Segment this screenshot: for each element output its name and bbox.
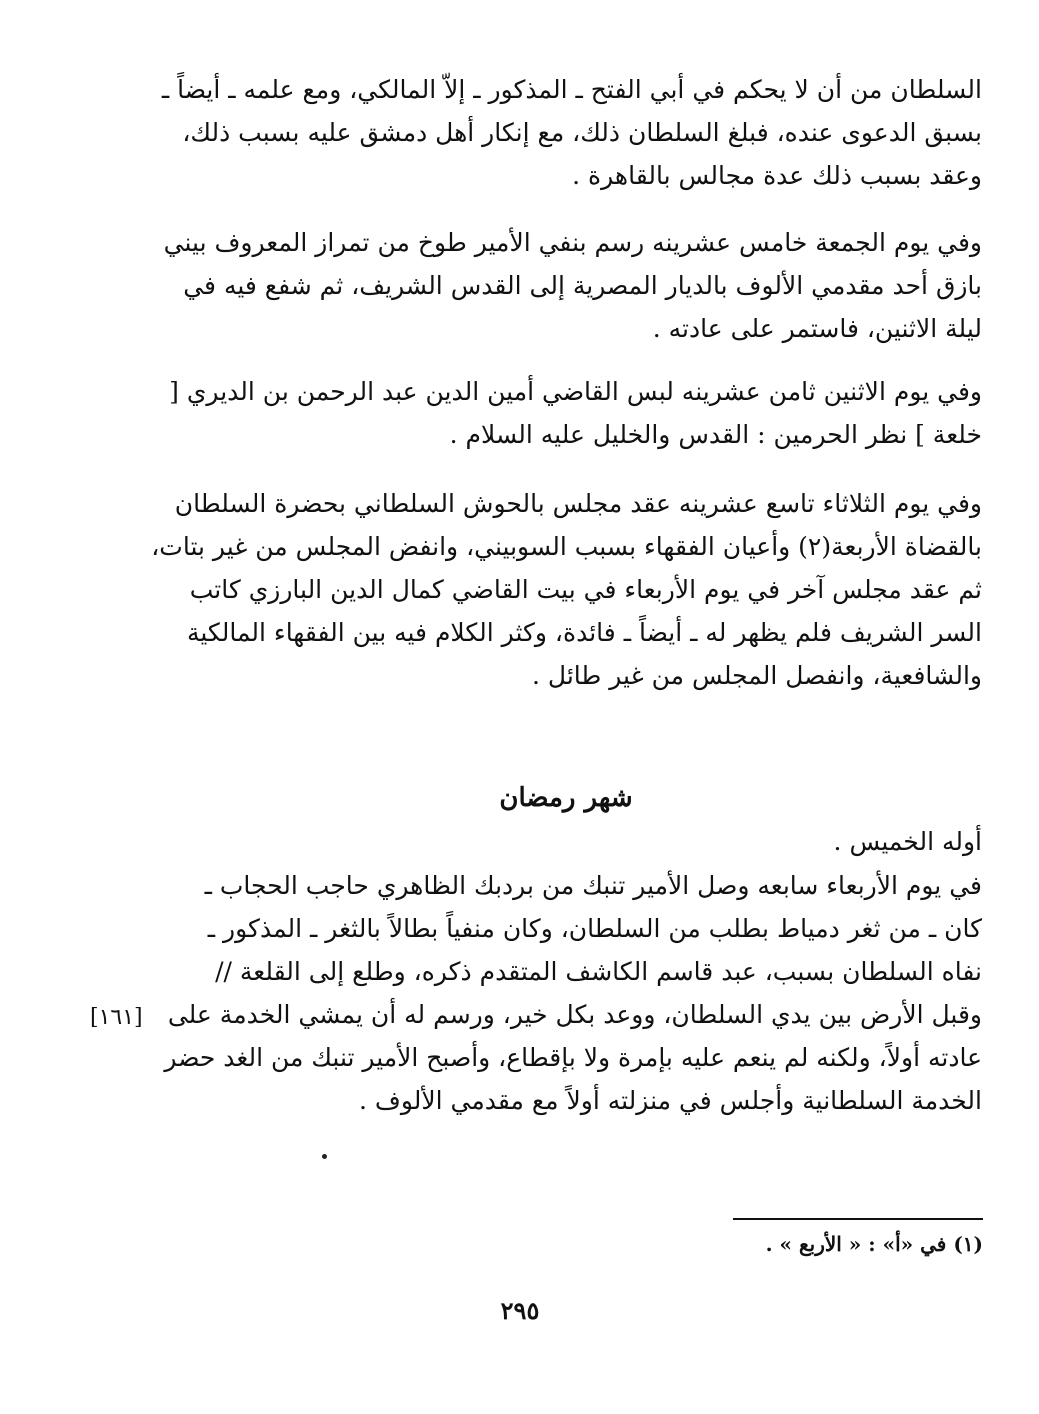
- paragraph-2: وفي يوم الجمعة خامس عشرينه رسم بنفي الأمير طوخ من تمراز المعروف بيني بازق أحد مقدمي الألوف بالديار المصرية إلى القدس الشريف، ثم شفع فيه في ليلة الاثنين، فاستمر على عادته .: [163, 228, 982, 343]
- paragraph-5: أوله الخميس .: [833, 827, 982, 856]
- stray-dot: [322, 1154, 327, 1159]
- paragraph-3: وفي يوم الاثنين ثامن عشرينه لبس القاضي أمين الدين عبد الرحمن بن الديري [ خلعة ] نظر الحرمين : القدس والخليل عليه السلام .: [169, 377, 982, 449]
- margin-page-reference: [١٦١]: [90, 1005, 143, 1030]
- paragraph-4: وفي يوم الثلاثاء تاسع عشرينه عقد مجلس بالحوش السلطاني بحضرة السلطان بالقضاة الأربعة(٢) وأعيان الفقهاء بسبب السوبيني، وانفض المجلس من غير بتات، ثم عقد مجلس آخر في يوم الأربعاء في بيت القاضي كمال الدين البارزي كاتب السر الشريف فلم يظهر له ـ أيضاً ـ فائدة، وكثر الكلام فيه بين الفقهاء المالكية والشافعية، وانفصل المجلس من غير طائل .: [151, 489, 982, 690]
- section-heading: شهر رمضان: [499, 783, 633, 813]
- paragraph-1: السلطان من أن لا يحكم في أبي الفتح ـ المذكور ـ إلاّ المالكي، ومع علمه ـ أيضاً ـ بسبق الدعوى عنده، فبلغ السلطان ذلك، مع إنكار أهل دمشق عليه بسبب ذلك، وعقد بسبب ذلك عدة مجالس بالقاهرة .: [161, 75, 982, 190]
- page-number: ٢٩٥: [500, 1296, 540, 1325]
- footnote-divider: [733, 1218, 983, 1220]
- footnote: (١) في «أ» : « الأربع » .: [765, 1232, 983, 1256]
- paragraph-6: في يوم الأربعاء سابعه وصل الأمير تنبك من بردبك الظاهري حاجب الحجاب ـ كان ـ من ثغر دمياط بطلب من السلطان، وكان منفياً بطالاً بالثغر ـ المذكور ـ نفاه السلطان بسبب، عبد قاسم الكاشف المتقدم ذكره، وطلع إلى القلعة // وقبل الأرض بين يدي السلطان، ووعد بكل خير، ورسم له أن يمشي الخدمة على عادته أولاً، ولكنه لم ينعم عليه بإمرة ولا بإقطاع، وأصبح الأمير تنبك من الغد حضر الخدمة السلطانية وأجلس في منزلته أولاً مع مقدمي الألوف .: [164, 871, 982, 1115]
